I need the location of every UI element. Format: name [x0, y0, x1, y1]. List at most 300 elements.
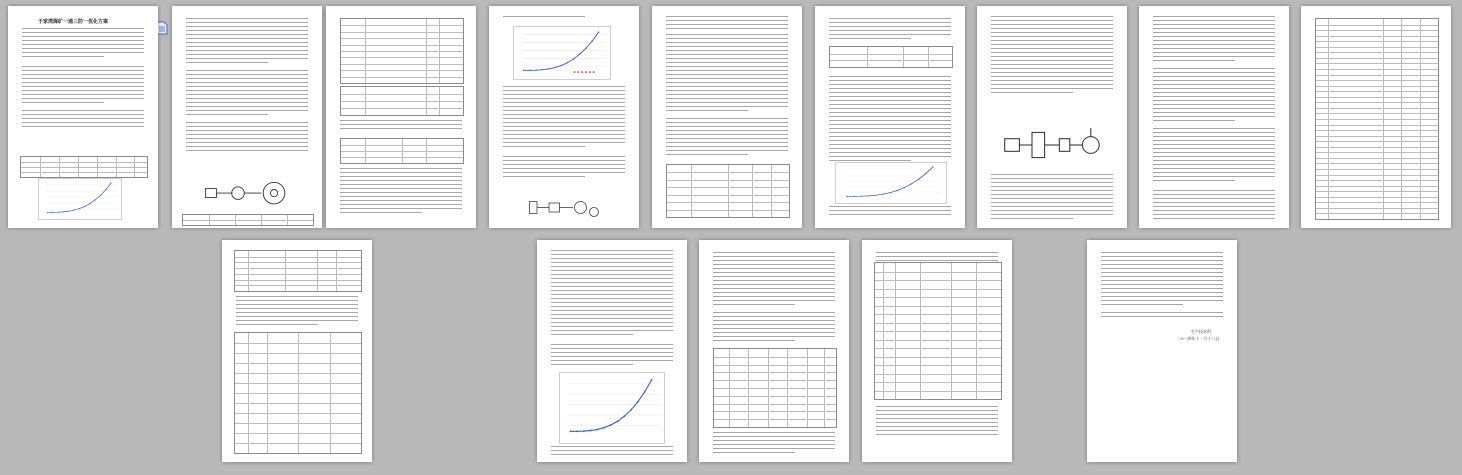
table-col-rule — [78, 157, 79, 177]
table-col-rule — [285, 251, 286, 291]
table-row-rule — [235, 280, 361, 281]
table-col-rule — [768, 349, 769, 427]
text-line — [666, 150, 788, 151]
table-row-rule — [341, 108, 463, 109]
text-line — [666, 146, 788, 147]
table-col-rule — [336, 251, 337, 291]
text-line — [340, 192, 462, 193]
text-line — [1153, 88, 1275, 89]
text-line — [991, 64, 1113, 65]
table-row-rule — [235, 274, 361, 275]
text-line — [1153, 120, 1235, 121]
table-col-rule — [920, 263, 921, 399]
text-line — [1101, 268, 1223, 269]
table-col-rule — [1328, 19, 1329, 219]
page-4[interactable] — [489, 6, 639, 228]
text-line — [186, 126, 308, 127]
chart-point — [52, 212, 53, 213]
chart-point — [529, 70, 531, 71]
text-line — [236, 324, 318, 325]
text-line — [340, 168, 462, 169]
table-col-rule — [895, 263, 896, 399]
text-line — [551, 318, 673, 319]
chart-point — [617, 420, 619, 422]
chart-point — [585, 48, 587, 49]
text-line — [829, 120, 951, 121]
text-line — [666, 98, 788, 99]
table-row-rule — [235, 257, 361, 258]
text-line — [22, 86, 144, 87]
text-line — [1101, 276, 1223, 277]
table-row-rule — [341, 64, 463, 65]
text-line — [503, 102, 625, 103]
data-table — [1315, 18, 1439, 220]
table-col-rule — [97, 157, 98, 177]
table-col-rule — [261, 215, 262, 225]
chart-point — [860, 196, 862, 197]
text-line — [22, 126, 144, 127]
chart-point — [910, 183, 912, 184]
text-line — [1101, 260, 1223, 261]
table-row-rule — [875, 374, 1001, 375]
text-line — [666, 110, 748, 111]
table-col-rule — [426, 19, 427, 83]
text-line — [991, 16, 1113, 17]
text-line — [991, 72, 1113, 73]
table-col-rule — [771, 165, 772, 217]
text-line — [991, 210, 1113, 211]
text-line — [713, 452, 795, 453]
text-line — [829, 140, 951, 141]
text-line — [340, 200, 462, 201]
text-line — [1153, 56, 1275, 57]
text-line — [829, 76, 951, 77]
table-col-rule — [248, 251, 249, 291]
text-line — [991, 36, 1113, 37]
table-col-rule — [903, 47, 904, 67]
text-line — [666, 126, 788, 127]
text-line — [551, 282, 673, 283]
text-line — [1153, 76, 1275, 77]
text-line — [713, 304, 795, 305]
table-col-rule — [287, 215, 288, 225]
text-line — [1153, 194, 1275, 195]
text-line — [503, 106, 625, 107]
embedded-chart — [38, 178, 122, 220]
text-line — [991, 214, 1113, 215]
table-row-rule — [714, 380, 836, 381]
table-row-rule — [714, 357, 836, 358]
text-line — [713, 332, 835, 333]
text-line — [991, 218, 1073, 219]
text-line — [503, 164, 625, 165]
text-line — [551, 450, 673, 451]
text-line — [551, 262, 673, 263]
text-line — [713, 432, 835, 433]
page-3[interactable] — [326, 6, 476, 228]
table-col-rule — [748, 349, 749, 427]
text-line — [22, 32, 144, 33]
table-row-rule — [341, 38, 463, 39]
chart-series-line — [847, 167, 933, 196]
text-line — [1153, 198, 1275, 199]
text-line — [713, 312, 835, 313]
text-line — [551, 294, 673, 295]
chart-point — [111, 182, 112, 183]
page-5[interactable] — [652, 6, 802, 228]
chart-point — [918, 179, 920, 180]
text-line — [666, 24, 788, 25]
text-line — [829, 214, 951, 215]
text-line — [666, 34, 788, 35]
text-line — [666, 82, 788, 83]
text-line — [1101, 300, 1223, 301]
chart-point — [846, 196, 848, 197]
data-table — [340, 138, 464, 164]
data-table — [340, 18, 464, 84]
chart-point — [853, 196, 855, 197]
text-line — [666, 70, 788, 71]
text-line — [186, 38, 308, 39]
text-line — [551, 274, 673, 275]
text-line — [186, 70, 308, 71]
text-line — [503, 114, 625, 115]
text-line — [1101, 316, 1223, 317]
text-line — [1153, 44, 1275, 45]
equipment-diagram — [188, 176, 306, 212]
page-14[interactable] — [1087, 240, 1237, 462]
chart-point — [644, 391, 646, 393]
text-line — [991, 88, 1113, 89]
text-line — [666, 46, 788, 47]
text-line — [713, 272, 835, 273]
text-line — [1101, 292, 1223, 293]
text-line — [666, 42, 788, 43]
page-10[interactable] — [222, 240, 372, 462]
chart-point — [624, 415, 626, 417]
table-row-rule — [714, 404, 836, 405]
text-line — [1153, 92, 1275, 93]
text-line — [829, 92, 951, 93]
page-9[interactable] — [1301, 6, 1451, 228]
text-line — [340, 208, 462, 209]
text-line — [991, 52, 1113, 53]
text-line — [1101, 256, 1223, 257]
text-line — [1153, 172, 1275, 173]
text-line — [829, 96, 951, 97]
text-line — [236, 296, 358, 297]
text-line — [713, 264, 835, 265]
chart-series-line — [570, 380, 651, 431]
text-line — [551, 360, 673, 361]
text-line — [340, 124, 462, 125]
table-col-rule — [824, 349, 825, 427]
text-line — [186, 50, 308, 51]
text-line — [186, 110, 308, 111]
table-row-rule — [875, 357, 1001, 358]
text-line — [1153, 68, 1275, 69]
chart-point — [57, 212, 58, 213]
text-line — [1153, 128, 1275, 129]
text-line — [551, 330, 673, 331]
text-line — [666, 50, 788, 51]
text-line — [551, 364, 633, 365]
chart-point — [630, 409, 632, 411]
text-line — [1153, 20, 1275, 21]
chart-point — [68, 211, 69, 212]
table-col-rule — [729, 349, 730, 427]
chart-point — [95, 199, 96, 200]
data-table — [340, 86, 464, 116]
equipment-diagram — [505, 194, 623, 224]
text-line — [503, 176, 585, 177]
text-line — [340, 120, 462, 121]
text-line — [829, 108, 951, 109]
text-line — [186, 98, 308, 99]
text-line — [1101, 272, 1223, 273]
text-line — [876, 406, 998, 407]
text-line — [503, 86, 625, 87]
text-line — [666, 90, 788, 91]
text-line — [876, 252, 998, 253]
data-table — [234, 332, 362, 454]
text-line — [22, 122, 144, 123]
page-1[interactable] — [8, 6, 158, 228]
page-6[interactable] — [815, 6, 965, 228]
text-line — [876, 410, 998, 411]
diagram-shape — [263, 182, 285, 204]
text-line — [666, 130, 788, 131]
text-line — [1153, 96, 1275, 97]
text-line — [22, 48, 144, 49]
text-line — [236, 304, 358, 305]
page-12[interactable] — [699, 240, 849, 462]
table-row-rule — [830, 54, 952, 55]
page-8[interactable] — [1139, 6, 1289, 228]
text-line — [186, 146, 308, 147]
text-line — [1153, 84, 1275, 85]
text-line — [22, 56, 104, 57]
text-line — [340, 188, 462, 189]
table-col-rule — [402, 139, 403, 163]
text-line — [991, 28, 1113, 29]
text-line — [186, 78, 308, 79]
text-line — [829, 84, 951, 85]
text-line — [1153, 28, 1275, 29]
table-row-rule — [341, 32, 463, 33]
text-line — [551, 286, 673, 287]
chart-point — [610, 424, 612, 426]
page-13[interactable] — [862, 240, 1012, 462]
text-line — [666, 28, 788, 29]
signature-date: 二0一四年十一月十八日 — [1177, 336, 1220, 341]
text-line — [829, 18, 951, 19]
diagram-shape — [1082, 137, 1099, 154]
text-line — [186, 102, 308, 103]
text-line — [1101, 312, 1223, 313]
text-line — [991, 92, 1073, 93]
text-line — [551, 258, 673, 259]
text-line — [1101, 252, 1223, 253]
table-col-rule — [235, 215, 236, 225]
text-line — [1153, 48, 1275, 49]
text-line — [22, 70, 144, 71]
text-line — [22, 74, 144, 75]
text-line — [1153, 180, 1235, 181]
page-2[interactable] — [172, 6, 322, 228]
text-line — [1101, 296, 1223, 297]
chart-point — [542, 69, 544, 70]
text-line — [1153, 218, 1275, 219]
table-row-rule — [875, 331, 1001, 332]
text-line — [1153, 156, 1275, 157]
table-row-rule — [341, 77, 463, 78]
page-7[interactable] — [977, 6, 1127, 228]
text-line — [991, 84, 1113, 85]
embedded-chart — [513, 26, 611, 80]
text-line — [1153, 116, 1275, 117]
chart-point — [637, 401, 639, 403]
diagram-shape — [1032, 132, 1045, 157]
table-row-rule — [341, 101, 463, 102]
text-line — [22, 82, 144, 83]
text-line — [1153, 24, 1275, 25]
text-line — [340, 196, 462, 197]
text-line — [340, 204, 462, 205]
table-col-rule — [330, 333, 331, 453]
table-row-rule — [183, 220, 313, 221]
chart-point — [889, 192, 891, 193]
text-line — [186, 54, 308, 55]
text-line — [22, 40, 144, 41]
text-line — [991, 206, 1113, 207]
chart-point — [554, 67, 556, 68]
data-table — [874, 262, 1002, 400]
chart-point — [875, 195, 877, 196]
text-line — [666, 138, 788, 139]
data-table — [829, 46, 953, 68]
equipment-diagram — [989, 124, 1117, 166]
chart-point — [573, 58, 575, 59]
text-line — [1153, 40, 1275, 41]
diagram-shape — [232, 187, 245, 200]
text-line — [503, 142, 625, 143]
chart-point — [576, 430, 578, 432]
text-line — [876, 418, 998, 419]
text-line — [991, 194, 1113, 195]
text-line — [829, 38, 911, 39]
text-line — [876, 256, 998, 257]
table-row-rule — [714, 365, 836, 366]
text-line — [340, 176, 462, 177]
text-line — [713, 316, 835, 317]
text-line — [1153, 190, 1275, 191]
text-line — [551, 334, 633, 335]
text-line — [1101, 304, 1183, 305]
table-col-rule — [267, 333, 268, 453]
text-line — [666, 78, 788, 79]
table-col-rule — [1401, 19, 1402, 219]
text-line — [713, 328, 835, 329]
diagram-shape — [590, 208, 599, 217]
text-line — [551, 290, 673, 291]
text-line — [551, 266, 673, 267]
text-line — [186, 18, 308, 19]
text-line — [1153, 176, 1275, 177]
table-col-rule — [317, 251, 318, 291]
text-line — [1153, 36, 1275, 37]
text-line — [713, 324, 835, 325]
chart-point — [105, 189, 106, 190]
text-line — [713, 336, 835, 337]
text-line — [551, 314, 673, 315]
text-line — [1153, 148, 1275, 149]
text-line — [991, 48, 1113, 49]
embedded-chart — [835, 162, 947, 204]
diagram-shape — [1059, 139, 1070, 152]
text-line — [829, 112, 951, 113]
table-col-rule — [248, 333, 249, 453]
table-col-rule — [752, 165, 753, 217]
chart-point — [567, 62, 569, 63]
text-line — [503, 122, 625, 123]
text-line — [1153, 168, 1275, 169]
text-line — [551, 278, 673, 279]
chart-point — [603, 427, 605, 429]
text-line — [876, 430, 998, 431]
page-11[interactable] — [537, 240, 687, 462]
text-line — [829, 160, 911, 161]
text-line — [22, 36, 144, 37]
table-row-rule — [830, 60, 952, 61]
text-line — [713, 260, 835, 261]
chart-point — [535, 69, 537, 70]
table-row-rule — [341, 45, 463, 46]
text-line — [991, 60, 1113, 61]
data-table — [713, 348, 837, 428]
diagram-shape — [206, 189, 217, 198]
table-col-rule — [426, 139, 427, 163]
text-line — [991, 186, 1113, 187]
table-row-rule — [341, 70, 463, 71]
table-col-rule — [365, 87, 366, 115]
text-line — [713, 296, 835, 297]
text-line — [829, 148, 951, 149]
text-line — [991, 76, 1113, 77]
text-line — [186, 26, 308, 27]
text-line — [503, 146, 585, 147]
text-line — [713, 280, 835, 281]
table-col-rule — [928, 47, 929, 67]
text-line — [186, 138, 308, 139]
table-col-rule — [365, 139, 366, 163]
text-line — [666, 66, 788, 67]
chart-point — [84, 206, 85, 207]
text-line — [1101, 280, 1223, 281]
text-line — [22, 78, 144, 79]
text-line — [829, 34, 951, 35]
table-row-rule — [875, 306, 1001, 307]
text-line — [829, 210, 951, 211]
text-line — [829, 136, 951, 137]
text-line — [991, 24, 1113, 25]
text-line — [876, 414, 998, 415]
chart-point — [597, 429, 599, 431]
table-col-rule — [807, 349, 808, 427]
text-line — [340, 128, 462, 129]
text-line — [186, 62, 268, 63]
text-line — [551, 298, 673, 299]
